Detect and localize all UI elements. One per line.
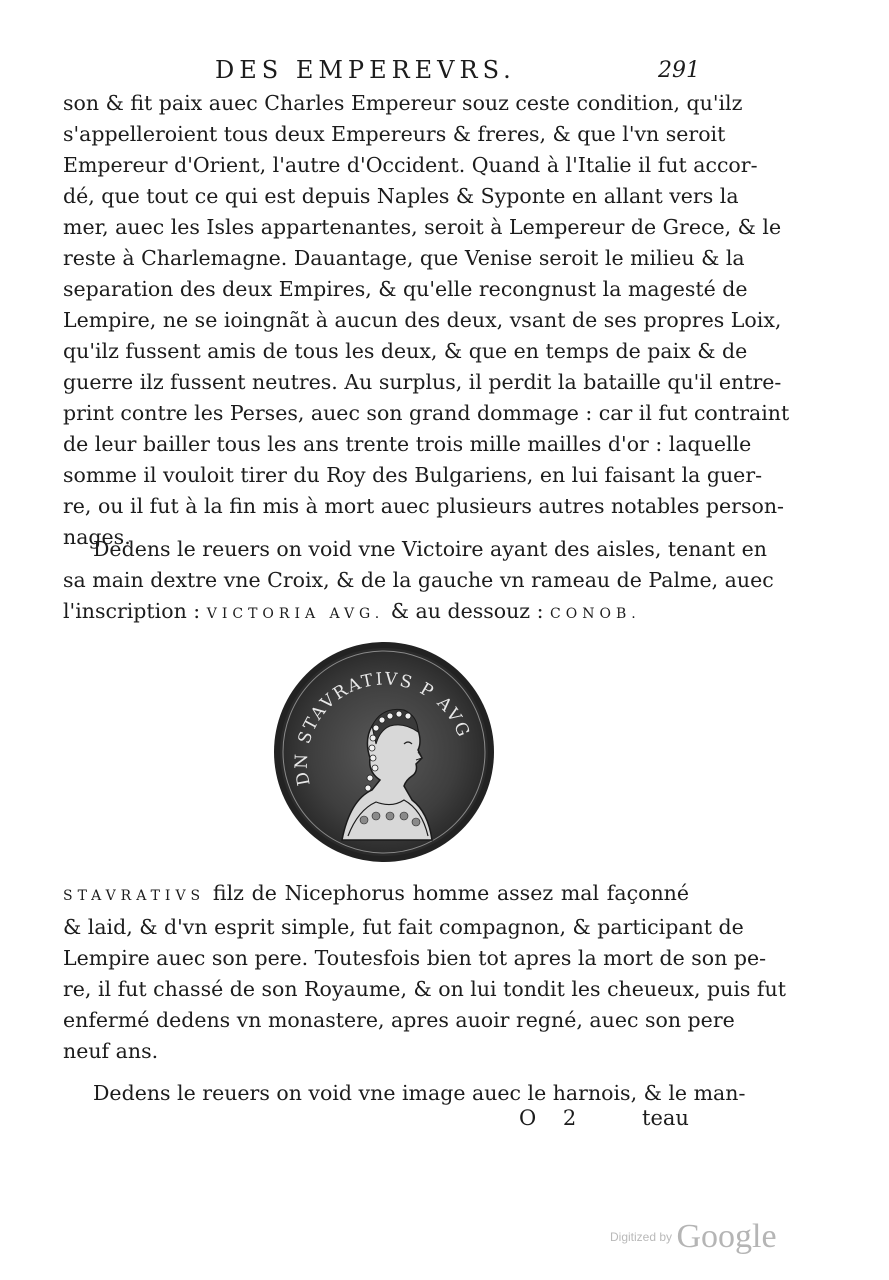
catchword: teau [642,1106,689,1130]
text-line: de leur bailler tous les ans trente trois mille mailles d'or : laquelle [63,432,752,456]
text-line: son & fit paix auec Charles Empereur souz ceste condition, qu'ilz [63,91,743,115]
text-line: neuf ans. [63,1039,159,1063]
text-line: print contre les Perses, auec son grand dommage : car il fut contraint [63,401,790,425]
emperor-name: STAVRATIVS [63,888,206,904]
text-line: nages. [63,525,131,549]
page-number: 291 [658,58,700,83]
inscription-victoria: VICTORIA AVG. [206,606,385,622]
digitization-stamp [610,1218,777,1256]
text-line: s'appelleroient tous deux Empereurs & freres, & que l'vn seroit [63,122,726,146]
paragraph-staurakios [63,878,786,1067]
text-line: reste à Charlemagne. Dauantage, que Venise seroit le milieu & la [63,246,745,270]
paragraph-reverse-image [63,1078,746,1109]
text-line: mer, auec les Isles appartenantes, seroit à Lempereur de Grece, & le [63,215,782,239]
text-line: guerre ilz fussent neutres. Au surplus, il perdit la bataille qu'il entre- [63,370,782,394]
signature-mark: O 2 [519,1106,587,1130]
inscription-lead: l'inscription : [63,599,201,623]
text-line: qu'ilz fussent amis de tous les deux, & que en temps de paix & de [63,339,748,363]
running-title: DES EMPEREVRS. [215,56,516,84]
inscription-mid: & au dessouz : [390,599,544,623]
text-line: enfermé dedens vn monastere, apres auoir regné, auec son pere [63,1008,735,1032]
text-run: filz de Nicephorus homme assez mal façonné [212,881,689,905]
text-line: dé, que tout ce qui est depuis Naples & Syponte en allant vers la [63,184,739,208]
text-line: Lempire, ne se ioingnãt à aucun des deux, vsant de ses propres Loix, [63,308,782,332]
text-line: & laid, & d'vn esprit simple, fut fait compagnon, & participant de [63,915,744,939]
text-line: Lempire auec son pere. Toutesfois bien tot apres la mort de son pe- [63,946,767,970]
stamp-prefix: Digitized by [610,1230,673,1244]
text-line: Empereur d'Orient, l'autre d'Occident. Quand à l'Italie il fut accor- [63,153,758,177]
inscription-conob: CONOB. [550,606,641,622]
medal-portrait-staurakios [272,640,496,864]
google-logo: Google [676,1218,777,1255]
text-line: separation des deux Empires, & qu'elle recongnust la magesté de [63,277,748,301]
paragraph-reverse-victory [63,534,774,630]
text-line: re, ou il fut à la fin mis à mort auec plusieurs autres notables person- [63,494,784,518]
text-line: somme il vouloit tirer du Roy des Bulgariens, en lui faisant la guer- [63,463,763,487]
text-line [63,878,689,912]
text-line: Dedens le reuers on void vne Victoire ayant des aisles, tenant en [93,537,767,561]
text-line-inscription [63,596,689,630]
paragraph-irene-nicephorus [63,88,790,553]
text-line: re, il fut chassé de son Royaume, & on lui tondit les cheueux, puis fut [63,977,786,1001]
medal-engraving [272,640,496,864]
medal-legend: DN STAVRATIVS P AVG [291,669,474,788]
text-line: Dedens le reuers on void vne image auec le harnois, & le man- [93,1081,746,1105]
text-line: sa main dextre vne Croix, & de la gauche vn rameau de Palme, auec [63,568,774,592]
